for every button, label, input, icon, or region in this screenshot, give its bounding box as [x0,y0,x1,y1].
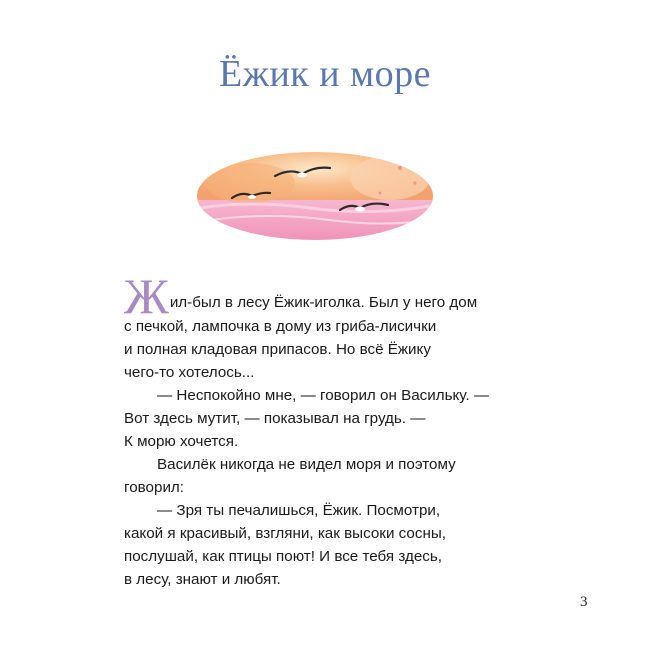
story-line: с печкой, лампочка в дому из гриба-лисички [124,318,437,335]
story-line: Вот здесь мутит, — показывал на грудь. — [124,410,426,427]
story-line: чего-то хотелось... [124,364,255,381]
story-text [124,268,544,591]
story-line: Василёк никогда не видел моря и поэтому [157,456,456,473]
page-number: 3 [580,594,588,610]
story-line: послушай, как птицы поют! И все тебя здесь, [124,548,443,565]
story-line: — Зря ты печалишься, Ёжик. Посмотри, [157,502,441,519]
story-line: К морю хочется. [124,433,239,450]
story-line: какой я красивый, взгляни, как высоки сосны, [124,525,446,542]
story-line: и полная кладовая припасов. Но всё Ёжику [124,341,431,358]
story-line: говорил: [124,479,185,496]
drop-cap: Ж [124,268,169,324]
story-line: в лесу, знают и любят. [124,571,281,588]
story-lines [124,315,544,591]
story-first-line [124,268,544,324]
story-line: ил-был в лесу Ёжик-иголка. Был у него дом [169,294,478,311]
seagulls-over-sea-illustration [190,148,440,243]
story-line: — Неспокойно мне, — говорил он Васильку. — [157,387,490,404]
page-title: Ёжик и море [218,53,431,95]
